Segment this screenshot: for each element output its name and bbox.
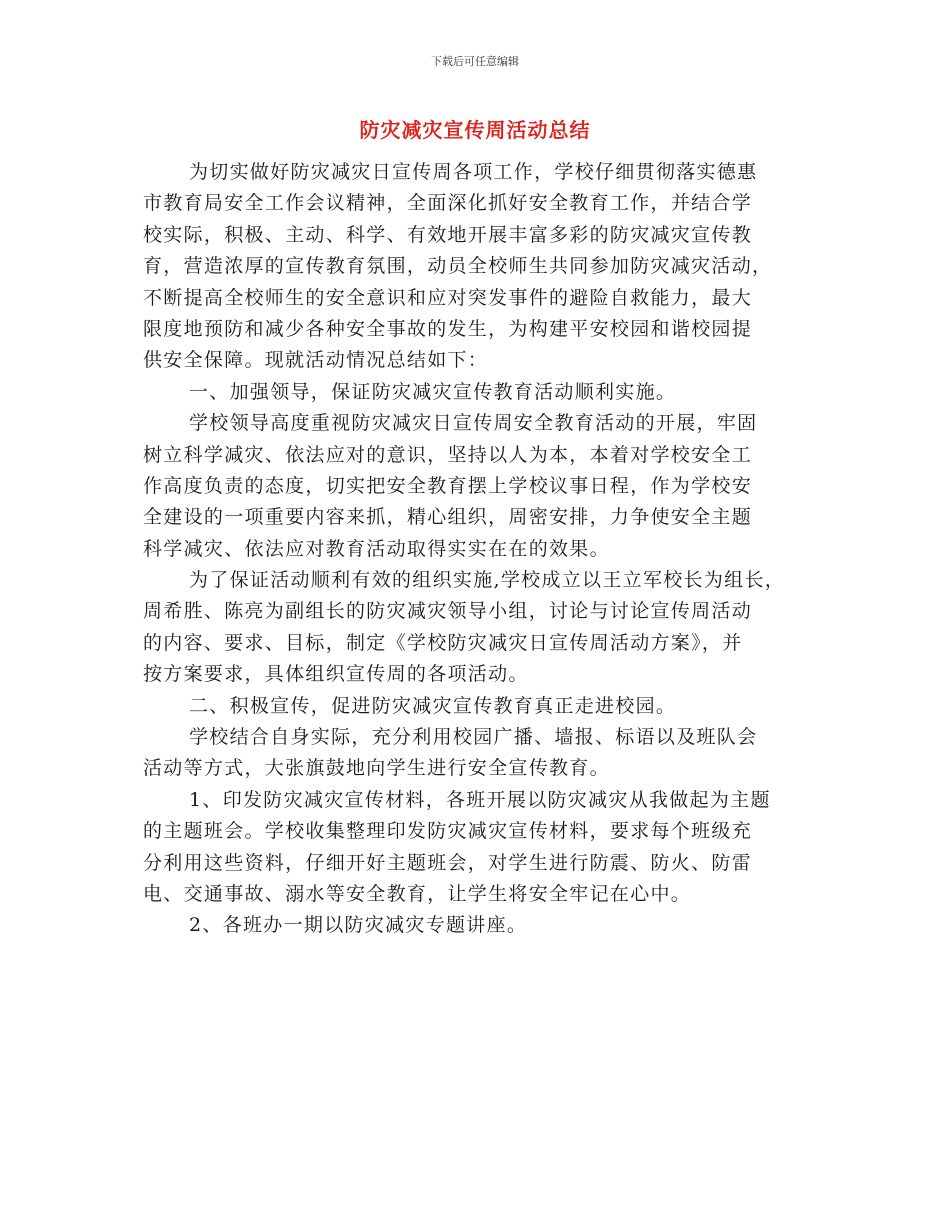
text-line: 育，营造浓厚的宣传教育氛围，动员全校师生共同参加防灾减灾活动， xyxy=(143,255,773,278)
document-body xyxy=(143,157,833,942)
text-line: 2、各班办一期以防灾减灾专题讲座。 xyxy=(189,914,528,937)
text-line: 为切实做好防灾减灾日宣传周各项工作，学校仔细贯彻落实德惠 xyxy=(189,161,758,183)
text-line: 学校领导高度重视防灾减灾日宣传周安全教育活动的开展，牢固 xyxy=(189,412,758,435)
text-line: 作高度负责的态度，切实把安全教育摆上学校议事日程，作为学校安 xyxy=(143,474,753,497)
text-line: 全建设的一项重要内容来抓，精心组织，周密安排，力争使安全主题 xyxy=(143,506,753,529)
text-line: 活动等方式，大张旗鼓地向学生进行安全宣传教育。 xyxy=(143,757,610,780)
text-line: 科学减灾、依法应对教育活动取得实实在在的效果。 xyxy=(143,537,610,560)
text-line: 不断提高全校师生的安全意识和应对突发事件的避险自救能力，最大 xyxy=(143,286,753,309)
document-title: 防灾减灾宣传周活动总结 xyxy=(359,118,591,142)
text-line: 二、积极宣传，促进防灾减灾宣传教育真正走进校园。 xyxy=(189,694,677,717)
text-line: 分利用这些资料，仔细开好主题班会，对学生进行防震、防火、防雷 xyxy=(143,851,753,874)
text-line: 校实际，积极、主动、科学、有效地开展丰富多彩的防灾减灾宣传教 xyxy=(143,223,753,246)
text-line: 供安全保障。现就活动情况总结如下： xyxy=(143,349,489,372)
text-line: 的内容、要求、目标，制定《学校防灾减灾日宣传周活动方案》，并 xyxy=(143,631,743,654)
text-line: 树立科学减灾、依法应对的意识，坚持以人为本，本着对学校安全工 xyxy=(143,443,753,466)
text-line: 周希胜、陈亮为副组长的防灾减灾领导小组，讨论与讨论宣传周活动 xyxy=(143,600,753,623)
text-line: 电、交通事故、溺水等安全教育，让学生将安全牢记在心中。 xyxy=(143,882,692,905)
page-header: 下载后可任意编辑 xyxy=(431,55,519,68)
text-line: 的主题班会。学校收集整理印发防灾减灾宣传材料，要求每个班级充 xyxy=(143,820,753,843)
text-line: 1、印发防灾减灾宣传材料，各班开展以防灾减灾从我做起为主题 xyxy=(189,788,771,811)
text-line: 为了保证活动顺利有效的组织实施,学校成立以王立军校长为组长， xyxy=(189,569,786,592)
text-line: 按方案要求，具体组织宣传周的各项活动。 xyxy=(143,663,529,686)
text-line: 学校结合自身实际，充分利用校园广播、墙报、标语以及班队会 xyxy=(189,726,758,749)
text-line: 一、加强领导，保证防灾减灾宣传教育活动顺利实施。 xyxy=(189,380,677,403)
text-line: 限度地预防和减少各种安全事故的发生，为构建平安校园和谐校园提 xyxy=(143,317,753,340)
text-line: 市教育局安全工作会议精神，全面深化抓好安全教育工作，并结合学 xyxy=(143,192,753,215)
